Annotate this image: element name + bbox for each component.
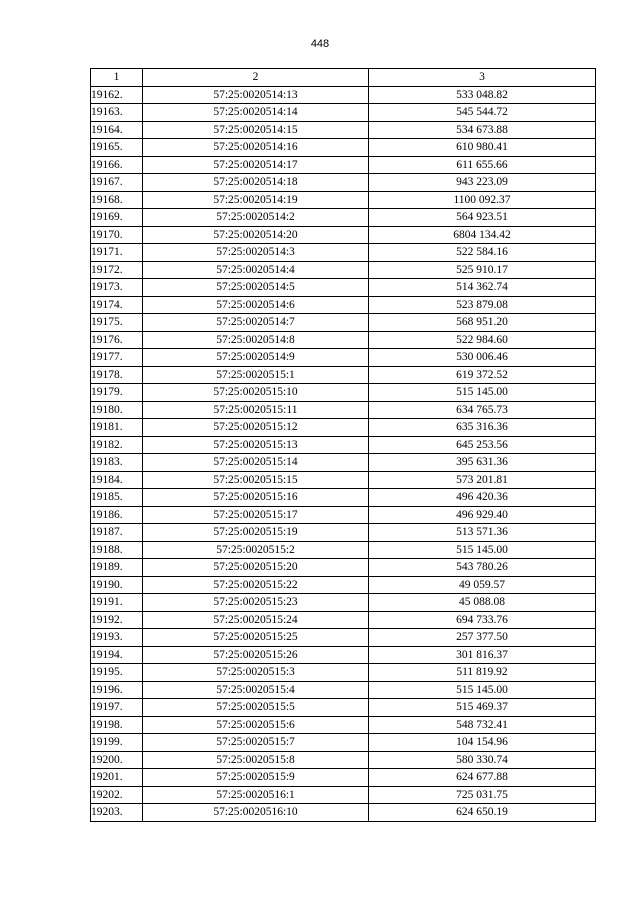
row-number-cell: 19203. [91, 804, 143, 822]
table-row [91, 524, 596, 542]
table-row [91, 384, 596, 402]
value-cell: 619 372.52 [369, 366, 596, 384]
value-cell: 522 984.60 [369, 331, 596, 349]
row-number-cell: 19169. [91, 209, 143, 227]
cadastral-number-cell: 57:25:0020515:8 [143, 751, 369, 769]
table-row [91, 121, 596, 139]
row-number-cell: 19165. [91, 139, 143, 157]
row-number-cell: 19201. [91, 769, 143, 787]
table-row [91, 751, 596, 769]
value-cell: 725 031.75 [369, 786, 596, 804]
cadastral-number-cell: 57:25:0020514:8 [143, 331, 369, 349]
value-cell: 49 059.57 [369, 576, 596, 594]
value-cell: 568 951.20 [369, 314, 596, 332]
row-number-cell: 19187. [91, 524, 143, 542]
cadastral-number-cell: 57:25:0020515:2 [143, 541, 369, 559]
row-number-cell: 19194. [91, 646, 143, 664]
table-header [91, 69, 596, 87]
value-cell: 694 733.76 [369, 611, 596, 629]
row-number-cell: 19163. [91, 104, 143, 122]
cadastral-number-cell: 57:25:0020515:25 [143, 629, 369, 647]
column-header-3: 3 [369, 69, 596, 87]
value-cell: 513 571.36 [369, 524, 596, 542]
table-row [91, 559, 596, 577]
table-row [91, 471, 596, 489]
value-cell: 6804 134.42 [369, 226, 596, 244]
table-body [91, 86, 596, 821]
cadastral-number-cell: 57:25:0020514:13 [143, 86, 369, 104]
row-number-cell: 19199. [91, 734, 143, 752]
cadastral-number-cell: 57:25:0020515:22 [143, 576, 369, 594]
value-cell: 545 544.72 [369, 104, 596, 122]
table-row [91, 489, 596, 507]
value-cell: 515 145.00 [369, 541, 596, 559]
row-number-cell: 19170. [91, 226, 143, 244]
table-row [91, 279, 596, 297]
value-cell: 104 154.96 [369, 734, 596, 752]
table-row [91, 594, 596, 612]
table-row [91, 769, 596, 787]
table-row [91, 366, 596, 384]
cadastral-number-cell: 57:25:0020515:19 [143, 524, 369, 542]
table-row [91, 244, 596, 262]
row-number-cell: 19188. [91, 541, 143, 559]
row-number-cell: 19185. [91, 489, 143, 507]
cadastral-number-cell: 57:25:0020515:5 [143, 699, 369, 717]
value-cell: 530 006.46 [369, 349, 596, 367]
table-row [91, 104, 596, 122]
row-number-cell: 19189. [91, 559, 143, 577]
row-number-cell: 19176. [91, 331, 143, 349]
row-number-cell: 19192. [91, 611, 143, 629]
table-row [91, 786, 596, 804]
cadastral-number-cell: 57:25:0020514:14 [143, 104, 369, 122]
column-header-2: 2 [143, 69, 369, 87]
row-number-cell: 19167. [91, 174, 143, 192]
table-row [91, 226, 596, 244]
table-row [91, 331, 596, 349]
value-cell: 496 420.36 [369, 489, 596, 507]
cadastral-number-cell: 57:25:0020514:4 [143, 261, 369, 279]
value-cell: 496 929.40 [369, 506, 596, 524]
cadastral-number-cell: 57:25:0020514:18 [143, 174, 369, 192]
cadastral-number-cell: 57:25:0020515:10 [143, 384, 369, 402]
cadastral-number-cell: 57:25:0020515:20 [143, 559, 369, 577]
value-cell: 515 145.00 [369, 681, 596, 699]
cadastral-number-cell: 57:25:0020515:4 [143, 681, 369, 699]
value-cell: 573 201.81 [369, 471, 596, 489]
row-number-cell: 19173. [91, 279, 143, 297]
value-cell: 522 584.16 [369, 244, 596, 262]
cadastral-number-cell: 57:25:0020515:1 [143, 366, 369, 384]
cadastral-number-cell: 57:25:0020515:26 [143, 646, 369, 664]
value-cell: 511 819.92 [369, 664, 596, 682]
row-number-cell: 19162. [91, 86, 143, 104]
cadastral-number-cell: 57:25:0020515:16 [143, 489, 369, 507]
table-row [91, 314, 596, 332]
table-row [91, 174, 596, 192]
row-number-cell: 19186. [91, 506, 143, 524]
table-row [91, 734, 596, 752]
row-number-cell: 19196. [91, 681, 143, 699]
cadastral-number-cell: 57:25:0020514:9 [143, 349, 369, 367]
table-row [91, 699, 596, 717]
table-row [91, 436, 596, 454]
value-cell: 514 362.74 [369, 279, 596, 297]
row-number-cell: 19172. [91, 261, 143, 279]
table-row [91, 209, 596, 227]
row-number-cell: 19177. [91, 349, 143, 367]
cadastral-number-cell: 57:25:0020515:3 [143, 664, 369, 682]
row-number-cell: 19168. [91, 191, 143, 209]
cadastral-number-cell: 57:25:0020514:3 [143, 244, 369, 262]
row-number-cell: 19183. [91, 454, 143, 472]
table-row [91, 296, 596, 314]
row-number-cell: 19179. [91, 384, 143, 402]
row-number-cell: 19195. [91, 664, 143, 682]
cadastral-number-cell: 57:25:0020515:12 [143, 419, 369, 437]
value-cell: 635 316.36 [369, 419, 596, 437]
table-row [91, 191, 596, 209]
value-cell: 943 223.09 [369, 174, 596, 192]
table-row [91, 716, 596, 734]
row-number-cell: 19174. [91, 296, 143, 314]
row-number-cell: 19198. [91, 716, 143, 734]
row-number-cell: 19182. [91, 436, 143, 454]
value-cell: 515 469.37 [369, 699, 596, 717]
row-number-cell: 19200. [91, 751, 143, 769]
row-number-cell: 19184. [91, 471, 143, 489]
value-cell: 45 088.08 [369, 594, 596, 612]
table-row [91, 664, 596, 682]
cadastral-number-cell: 57:25:0020516:1 [143, 786, 369, 804]
cadastral-number-cell: 57:25:0020515:6 [143, 716, 369, 734]
row-number-cell: 19178. [91, 366, 143, 384]
row-number-cell: 19193. [91, 629, 143, 647]
value-cell: 395 631.36 [369, 454, 596, 472]
row-number-cell: 19202. [91, 786, 143, 804]
table-row [91, 646, 596, 664]
table-row [91, 419, 596, 437]
value-cell: 610 980.41 [369, 139, 596, 157]
cadastral-number-cell: 57:25:0020515:24 [143, 611, 369, 629]
table-row [91, 401, 596, 419]
table-row [91, 156, 596, 174]
value-cell: 645 253.56 [369, 436, 596, 454]
cadastral-number-cell: 57:25:0020514:2 [143, 209, 369, 227]
value-cell: 534 673.88 [369, 121, 596, 139]
table-row [91, 139, 596, 157]
row-number-cell: 19190. [91, 576, 143, 594]
value-cell: 257 377.50 [369, 629, 596, 647]
row-number-cell: 19180. [91, 401, 143, 419]
table-row [91, 86, 596, 104]
data-table [90, 68, 596, 822]
cadastral-number-cell: 57:25:0020514:19 [143, 191, 369, 209]
value-cell: 611 655.66 [369, 156, 596, 174]
value-cell: 548 732.41 [369, 716, 596, 734]
value-cell: 301 816.37 [369, 646, 596, 664]
cadastral-number-cell: 57:25:0020515:15 [143, 471, 369, 489]
cadastral-number-cell: 57:25:0020515:17 [143, 506, 369, 524]
table-row [91, 681, 596, 699]
table-row [91, 261, 596, 279]
row-number-cell: 19197. [91, 699, 143, 717]
cadastral-number-cell: 57:25:0020515:23 [143, 594, 369, 612]
table-row [91, 349, 596, 367]
cadastral-number-cell: 57:25:0020515:13 [143, 436, 369, 454]
cadastral-number-cell: 57:25:0020515:9 [143, 769, 369, 787]
value-cell: 564 923.51 [369, 209, 596, 227]
cadastral-number-cell: 57:25:0020514:20 [143, 226, 369, 244]
value-cell: 624 677.88 [369, 769, 596, 787]
value-cell: 533 048.82 [369, 86, 596, 104]
cadastral-number-cell: 57:25:0020514:17 [143, 156, 369, 174]
table-row [91, 506, 596, 524]
cadastral-number-cell: 57:25:0020514:7 [143, 314, 369, 332]
row-number-cell: 19181. [91, 419, 143, 437]
table-row [91, 541, 596, 559]
cadastral-number-cell: 57:25:0020515:14 [143, 454, 369, 472]
cadastral-number-cell: 57:25:0020516:10 [143, 804, 369, 822]
row-number-cell: 19191. [91, 594, 143, 612]
value-cell: 624 650.19 [369, 804, 596, 822]
table-header-row [91, 69, 596, 87]
value-cell: 580 330.74 [369, 751, 596, 769]
table-row [91, 804, 596, 822]
value-cell: 515 145.00 [369, 384, 596, 402]
cadastral-number-cell: 57:25:0020515:7 [143, 734, 369, 752]
cadastral-number-cell: 57:25:0020514:5 [143, 279, 369, 297]
row-number-cell: 19164. [91, 121, 143, 139]
table-row [91, 454, 596, 472]
value-cell: 634 765.73 [369, 401, 596, 419]
value-cell: 543 780.26 [369, 559, 596, 577]
value-cell: 1100 092.37 [369, 191, 596, 209]
page-number: 448 [310, 38, 330, 50]
table-row [91, 576, 596, 594]
row-number-cell: 19166. [91, 156, 143, 174]
row-number-cell: 19175. [91, 314, 143, 332]
row-number-cell: 19171. [91, 244, 143, 262]
table-row [91, 611, 596, 629]
cadastral-number-cell: 57:25:0020514:6 [143, 296, 369, 314]
cadastral-number-cell: 57:25:0020515:11 [143, 401, 369, 419]
cadastral-number-cell: 57:25:0020514:16 [143, 139, 369, 157]
value-cell: 523 879.08 [369, 296, 596, 314]
table-row [91, 629, 596, 647]
column-header-1: 1 [91, 69, 143, 87]
cadastral-number-cell: 57:25:0020514:15 [143, 121, 369, 139]
value-cell: 525 910.17 [369, 261, 596, 279]
